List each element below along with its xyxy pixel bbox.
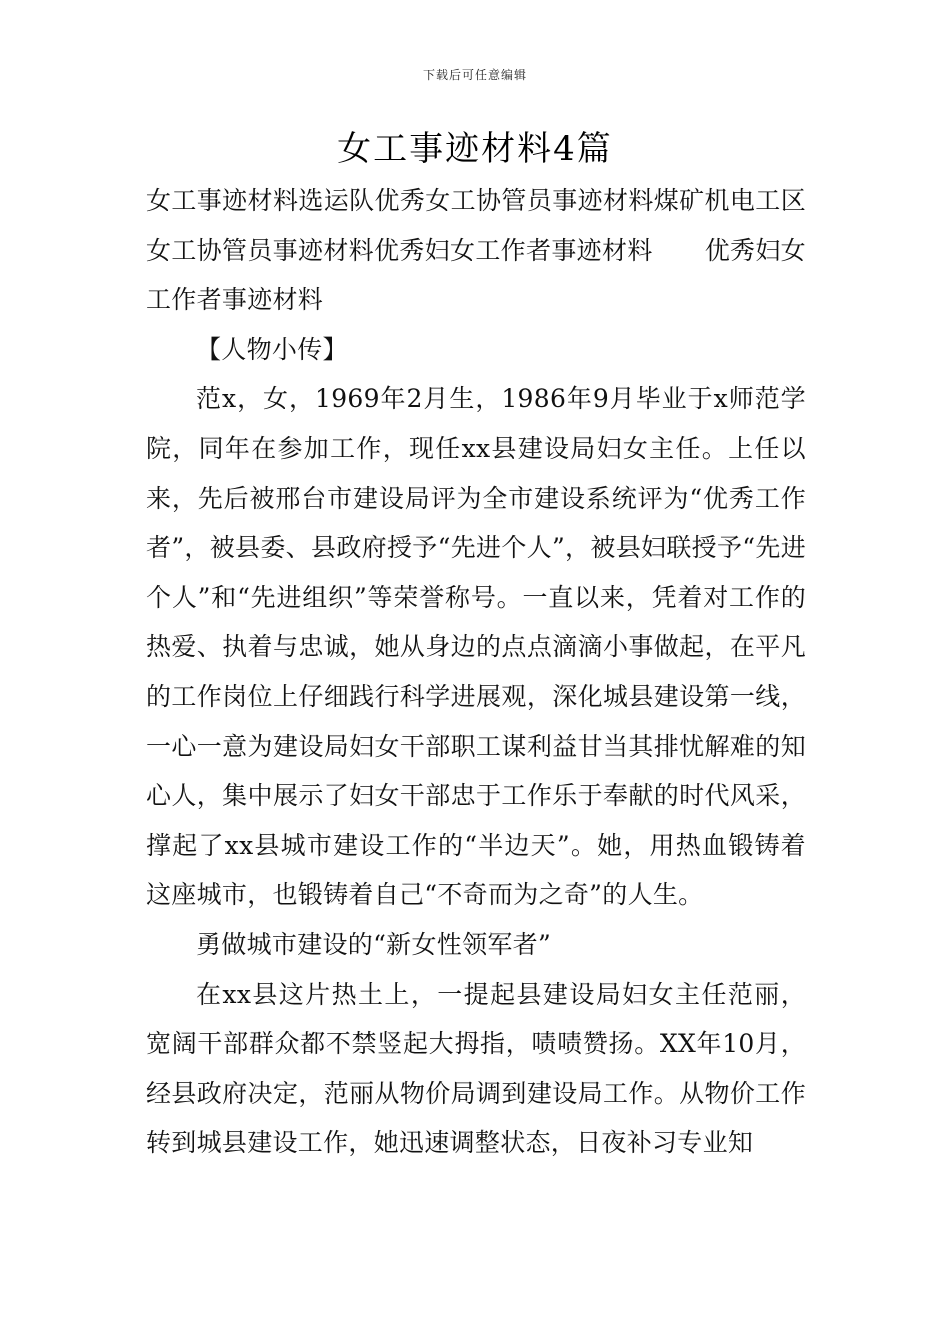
section-heading: 【人物小传】 <box>196 334 348 364</box>
intro-text-part-2: 优秀妇女工作者事迹材料 <box>146 235 806 315</box>
paragraph-story: 在xx县这片热土上，一提起县建设局妇女主任范丽，宽阔干部群众都不禁竖起大拇指，啧啧赞扬。XX年10月，经县政府决定，范丽从物价局调到建设局工作。从物价工作转到城县建设工作，她迅速调整状态，日夜补习专业知 <box>146 979 806 1158</box>
intro-paragraph <box>146 176 806 325</box>
document-body <box>146 176 806 1168</box>
header-note: 下载后可任意编辑 <box>422 68 527 82</box>
intro-text-part-1: 女工事迹材料选运队优秀女工协管员事迹材料煤矿机电工区女工协管员事迹材料优秀妇女工作者事迹材料 <box>146 186 806 265</box>
subheading: 勇做城市建设的“新女性领军者” <box>196 929 552 959</box>
document-title: 女工事迹材料4篇 <box>337 129 613 169</box>
paragraph-profile: 范x，女，1969年2月生，1986年9月毕业于x师范学院，同年在参加工作，现任xx县建设局妇女主任。上任以来，先后被邢台市建设局评为全市建设系统评为“优秀工作者”，被县委、县政府授予“先进个人”，被县妇联授予“先进个人”和“先进组织”等荣誉称号。一直以来，凭着对工作的热爱、执着与忠诚，她从身边的点点滴滴小事做起，在平凡的工作岗位上仔细践行科学进展观，深化城县建设第一线，一心一意为建设局妇女干部职工谋利益甘当其排忧解难的知心人，集中展示了妇女干部忠于工作乐于奉献的时代风采，撑起了xx县城市建设工作的“半边天”。她，用热血锻铸着这座城市，也锻铸着自己“不奇而为之奇”的人生。 <box>146 384 806 910</box>
